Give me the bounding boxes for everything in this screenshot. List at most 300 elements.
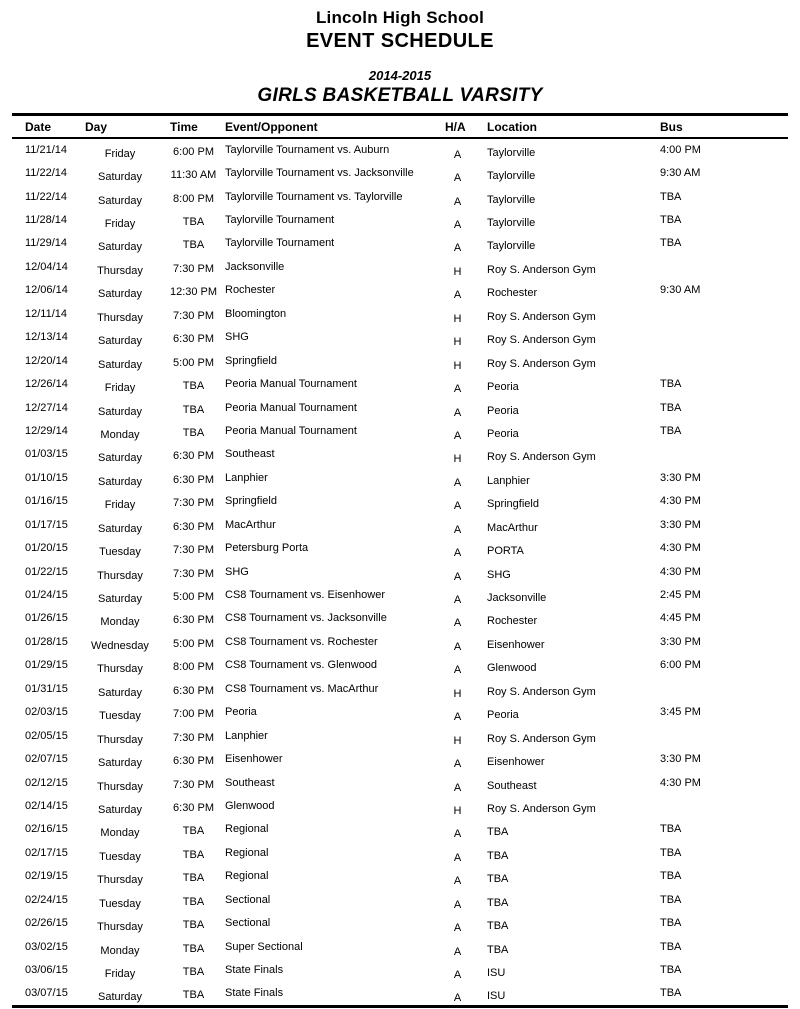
cell-event: CS8 Tournament vs. Jacksonville [225,612,387,625]
cell-time: TBA [182,989,205,1002]
table-row [12,583,788,606]
cell-ha: A [453,570,462,583]
cell-event: Eisenhower [225,753,283,766]
cell-event: Taylorville Tournament vs. Auburn [225,144,390,157]
cell-event: CS8 Tournament vs. Eisenhower [225,589,385,602]
cell-location: TBA [487,849,509,862]
cell-day: Saturday [97,522,143,535]
cell-event: CS8 Tournament vs. Glenwood [225,659,378,672]
table-row [12,279,788,302]
cell-event: Southeast [225,448,275,461]
cell-time: 6:00 PM [173,146,214,159]
cell-date: 02/17/15 [25,846,68,859]
cell-location: Rochester [487,287,538,300]
cell-day: Thursday [97,569,143,582]
cell-location: Roy S. Anderson Gym [487,685,596,698]
cell-bus [655,677,788,700]
cell-location: Roy S. Anderson Gym [487,263,596,276]
cell-ha: A [453,547,462,560]
table-row [12,255,788,278]
cell-date: 11/22/14 [25,167,68,180]
cell-location: Roy S. Anderson Gym [487,732,596,745]
table-row [12,326,788,349]
cell-day: Saturday [97,593,143,606]
cell-time: 6:30 PM [173,473,214,486]
team-label: GIRLS BASKETBALL VARSITY [257,85,543,106]
cell-date: 01/16/15 [25,495,68,508]
cell-ha: A [453,640,462,653]
table-row [12,513,788,536]
cell-date: 12/27/14 [25,401,68,414]
cell-day: Monday [100,616,140,629]
cell-day: Saturday [97,757,143,770]
cell-location: Roy S. Anderson Gym [487,451,596,464]
cell-ha: A [453,242,462,255]
cell-location: Peoria [487,709,519,722]
cell-date: 12/26/14 [25,378,68,391]
table-row [12,935,788,958]
table-row [12,372,788,395]
cell-day: Saturday [97,991,143,1004]
col-header-bus: Bus [655,116,788,138]
cell-location: TBA [487,943,509,956]
cell-bus: 3:45 PM [660,706,701,719]
cell-time: 6:30 PM [173,755,214,768]
cell-event: Taylorville Tournament [225,214,335,227]
cell-ha: H [453,734,462,747]
cell-day: Friday [104,218,136,231]
cell-event: Taylorville Tournament vs. Taylorville [225,190,403,203]
cell-location: Eisenhower [487,756,545,769]
table-row [12,607,788,630]
cell-event: Lanphier [225,729,268,742]
cell-bus: TBA [660,214,682,227]
cell-day: Saturday [97,452,143,465]
cell-bus: 3:30 PM [660,471,701,484]
cell-day: Thursday [97,311,143,324]
cell-time: TBA [182,919,205,932]
cell-date: 01/20/15 [25,542,68,555]
cell-event: CS8 Tournament vs. MacArthur [225,682,379,695]
cell-event: Super Sectional [225,940,303,953]
cell-day: Thursday [97,663,143,676]
cell-day: Monday [100,944,140,957]
table-row [12,302,788,325]
cell-time: 5:00 PM [173,637,214,650]
cell-location: Taylorville [487,217,536,230]
cell-bus: TBA [660,823,682,836]
cell-bus [655,255,788,278]
table-row [12,911,788,934]
cell-day: Saturday [97,335,143,348]
cell-day: Friday [104,382,136,395]
cell-event: Regional [225,846,269,859]
cell-ha: A [453,476,462,489]
cell-bus: 3:30 PM [660,635,701,648]
col-header-ha: H/A [440,116,475,138]
cell-date: 12/04/14 [25,260,68,273]
cell-day: Saturday [97,288,143,301]
cell-ha: A [453,898,462,911]
cell-location: Peoria [487,427,519,440]
table-row [12,794,788,817]
cell-day: Saturday [97,803,143,816]
cell-time: 7:30 PM [173,731,214,744]
cell-location: Springfield [487,498,539,511]
cell-date: 11/29/14 [25,237,68,250]
cell-time: 6:30 PM [173,450,214,463]
table-row [12,349,788,372]
cell-bus [655,349,788,372]
cell-ha: A [453,781,462,794]
cell-event: CS8 Tournament vs. Rochester [225,635,378,648]
cell-day: Thursday [97,780,143,793]
cell-location: Taylorville [487,147,536,160]
cell-date: 01/28/15 [25,635,68,648]
cell-location: Taylorville [487,170,536,183]
cell-event: Springfield [225,354,277,367]
cell-bus: TBA [660,987,682,1000]
cell-bus [655,302,788,325]
cell-bus: 6:00 PM [660,659,701,672]
cell-day: Tuesday [99,546,141,559]
cell-date: 12/06/14 [25,284,68,297]
cell-event: Sectional [225,893,271,906]
cell-event: Glenwood [225,799,275,812]
cell-date: 11/21/14 [25,144,68,157]
cell-time: 7:00 PM [173,708,214,721]
cell-date: 02/12/15 [25,776,68,789]
cell-time: TBA [182,380,205,393]
cell-location: Taylorville [487,193,536,206]
cell-location: MacArthur [487,521,538,534]
cell-ha: H [453,312,462,325]
cell-bus: 3:30 PM [660,753,701,766]
table-header [12,116,788,138]
table-row [12,490,788,513]
cell-bus: 4:30 PM [660,542,701,555]
table-row [12,161,788,184]
cell-day: Saturday [97,194,143,207]
cell-bus: 4:00 PM [660,144,701,157]
cell-day: Saturday [97,686,143,699]
cell-event: Taylorville Tournament [225,237,335,250]
table-row [12,771,788,794]
cell-day: Friday [104,148,136,161]
cell-time: 8:00 PM [173,661,214,674]
table-row [12,536,788,559]
cell-time: TBA [182,895,205,908]
cell-date: 02/24/15 [25,893,68,906]
cell-date: 12/20/14 [25,354,68,367]
cell-date: 02/26/15 [25,917,68,930]
table-row [12,701,788,724]
cell-day: Thursday [97,874,143,887]
cell-ha: A [453,219,462,232]
cell-bus: TBA [660,237,682,250]
schedule-body [12,138,788,1005]
table-row [12,654,788,677]
cell-ha: H [453,453,462,466]
cell-date: 01/26/15 [25,612,68,625]
cell-ha: A [453,664,462,677]
cell-date: 12/13/14 [25,331,68,344]
table-row [12,888,788,911]
cell-time: TBA [182,825,205,838]
cell-date: 12/11/14 [25,307,68,320]
cell-ha: A [453,758,462,771]
cell-location: Peoria [487,404,519,417]
cell-bus: TBA [660,870,682,883]
cell-time: 11:30 AM [170,169,217,182]
cell-ha: A [453,500,462,513]
cell-event: State Finals [225,987,284,1000]
cell-event: SHG [225,331,249,344]
cell-time: 7:30 PM [173,544,214,557]
cell-location: Rochester [487,615,538,628]
cell-ha: A [453,594,462,607]
cell-time: TBA [182,216,205,229]
cell-event: MacArthur [225,518,276,531]
cell-time: 6:30 PM [173,333,214,346]
cell-date: 02/19/15 [25,870,68,883]
cell-event: Bloomington [225,307,287,320]
cell-time: TBA [182,872,205,885]
document-title: EVENT SCHEDULE [306,30,494,52]
cell-event: Rochester [225,284,276,297]
table-row [12,208,788,231]
cell-event: Sectional [225,917,271,930]
cell-day: Saturday [97,171,143,184]
cell-day: Friday [104,499,136,512]
cell-day: Tuesday [99,710,141,723]
cell-event: Peoria [225,706,257,719]
cell-ha: A [453,617,462,630]
cell-bus: 4:30 PM [660,776,701,789]
cell-day: Thursday [97,921,143,934]
document-header [0,0,800,107]
cell-day: Saturday [97,241,143,254]
cell-bus: TBA [660,401,682,414]
cell-ha: A [453,969,462,982]
cell-bus: 9:30 AM [660,167,701,180]
cell-bus: TBA [660,846,682,859]
header-row [12,116,788,138]
table-row [12,841,788,864]
cell-time: 7:30 PM [173,778,214,791]
cell-bus: TBA [660,893,682,906]
cell-ha: A [453,828,462,841]
col-header-date: Date [12,116,75,138]
cell-time: TBA [182,966,205,979]
cell-date: 11/22/14 [25,190,68,203]
bottom-rule [12,1005,788,1008]
cell-bus: TBA [660,940,682,953]
cell-event: Lanphier [225,471,268,484]
table-row [12,185,788,208]
cell-day: Monday [100,428,140,441]
cell-time: 12:30 PM [169,286,218,299]
cell-event: Petersburg Porta [225,542,309,555]
school-name: Lincoln High School [315,8,485,27]
cell-ha: A [453,383,462,396]
cell-date: 11/28/14 [25,214,68,227]
cell-location: Taylorville [487,240,536,253]
cell-time: 6:30 PM [173,520,214,533]
cell-time: TBA [182,403,205,416]
table-row [12,865,788,888]
cell-bus: TBA [660,378,682,391]
table-row [12,818,788,841]
cell-location: Roy S. Anderson Gym [487,310,596,323]
cell-bus: TBA [660,190,682,203]
cell-ha: H [453,265,462,278]
cell-bus [655,326,788,349]
cell-time: 6:30 PM [173,801,214,814]
cell-bus: 4:45 PM [660,612,701,625]
cell-date: 01/29/15 [25,659,68,672]
cell-date: 02/03/15 [25,706,68,719]
cell-location: TBA [487,920,509,933]
cell-location: Roy S. Anderson Gym [487,334,596,347]
cell-bus [655,794,788,817]
cell-day: Saturday [97,475,143,488]
cell-time: 7:30 PM [173,497,214,510]
schedule-table [12,116,788,1005]
cell-ha: H [453,687,462,700]
cell-time: TBA [182,942,205,955]
cell-date: 01/03/15 [25,448,68,461]
cell-day: Thursday [97,264,143,277]
cell-ha: A [453,875,462,888]
table-row [12,466,788,489]
cell-ha: A [453,945,462,958]
cell-day: Tuesday [99,897,141,910]
cell-ha: A [453,851,462,864]
cell-day: Monday [100,827,140,840]
cell-bus: 3:30 PM [660,518,701,531]
cell-time: 6:30 PM [173,684,214,697]
cell-location: TBA [487,896,509,909]
col-header-event: Event/Opponent [222,116,440,138]
cell-ha: A [453,172,462,185]
table-row [12,396,788,419]
cell-location: Glenwood [487,662,537,675]
cell-location: Roy S. Anderson Gym [487,802,596,815]
cell-event: Jacksonville [225,260,285,273]
cell-location: Eisenhower [487,638,545,651]
cell-time: 7:30 PM [173,262,214,275]
table-row [12,677,788,700]
table-row [12,747,788,770]
cell-ha: A [453,289,462,302]
table-row [12,443,788,466]
cell-day: Thursday [97,733,143,746]
cell-location: TBA [487,873,509,886]
cell-date: 01/22/15 [25,565,68,578]
cell-date: 02/14/15 [25,799,68,812]
cell-time: 5:00 PM [173,356,214,369]
cell-day: Wednesday [91,639,149,652]
cell-event: Southeast [225,776,275,789]
cell-location: Peoria [487,381,519,394]
table-row [12,138,788,161]
cell-date: 01/17/15 [25,518,68,531]
cell-day: Friday [104,968,136,981]
cell-date: 01/10/15 [25,471,68,484]
col-header-location: Location [475,116,655,138]
cell-date: 12/29/14 [25,424,68,437]
cell-event: Regional [225,870,269,883]
cell-ha: A [453,406,462,419]
cell-event: SHG [225,565,249,578]
cell-bus: TBA [660,424,682,437]
cell-event: Regional [225,823,269,836]
cell-event: Springfield [225,495,277,508]
cell-day: Tuesday [99,850,141,863]
cell-location: Jacksonville [487,592,547,605]
cell-bus [655,443,788,466]
cell-time: TBA [182,848,205,861]
cell-ha: A [453,523,462,536]
cell-bus: 4:30 PM [660,495,701,508]
col-header-day: Day [75,116,165,138]
cell-bus: TBA [660,917,682,930]
cell-time: TBA [182,426,205,439]
cell-bus: 9:30 AM [660,284,701,297]
cell-location: Lanphier [487,474,530,487]
cell-location: ISU [487,990,506,1003]
cell-date: 03/07/15 [25,987,68,1000]
cell-bus: 2:45 PM [660,589,701,602]
cell-location: PORTA [487,545,524,558]
cell-date: 03/06/15 [25,964,68,977]
table-row [12,724,788,747]
season-label: 2014-2015 [368,68,432,83]
cell-time: 5:00 PM [173,591,214,604]
cell-location: SHG [487,568,511,581]
cell-day: Saturday [97,405,143,418]
cell-date: 02/05/15 [25,729,68,742]
cell-location: Southeast [487,779,537,792]
cell-ha: H [453,804,462,817]
table-row [12,419,788,442]
cell-location: Roy S. Anderson Gym [487,357,596,370]
cell-time: 6:30 PM [173,614,214,627]
cell-date: 02/07/15 [25,753,68,766]
cell-date: 01/31/15 [25,682,68,695]
cell-event: Peoria Manual Tournament [225,401,357,414]
cell-event: State Finals [225,964,284,977]
col-header-time: Time [165,116,222,138]
cell-bus: 4:30 PM [660,565,701,578]
cell-location: ISU [487,967,506,980]
table-row [12,232,788,255]
cell-bus [655,724,788,747]
cell-ha: A [453,149,462,162]
cell-ha: A [453,711,462,724]
table-row [12,958,788,981]
cell-event: Taylorville Tournament vs. Jacksonville [225,167,414,180]
cell-event: Peoria Manual Tournament [225,378,357,391]
cell-ha: H [453,359,462,372]
cell-ha: A [453,992,462,1005]
cell-ha: H [453,336,462,349]
cell-location: TBA [487,826,509,839]
table-row [12,982,788,1005]
cell-time: 7:30 PM [173,567,214,580]
cell-ha: A [453,922,462,935]
